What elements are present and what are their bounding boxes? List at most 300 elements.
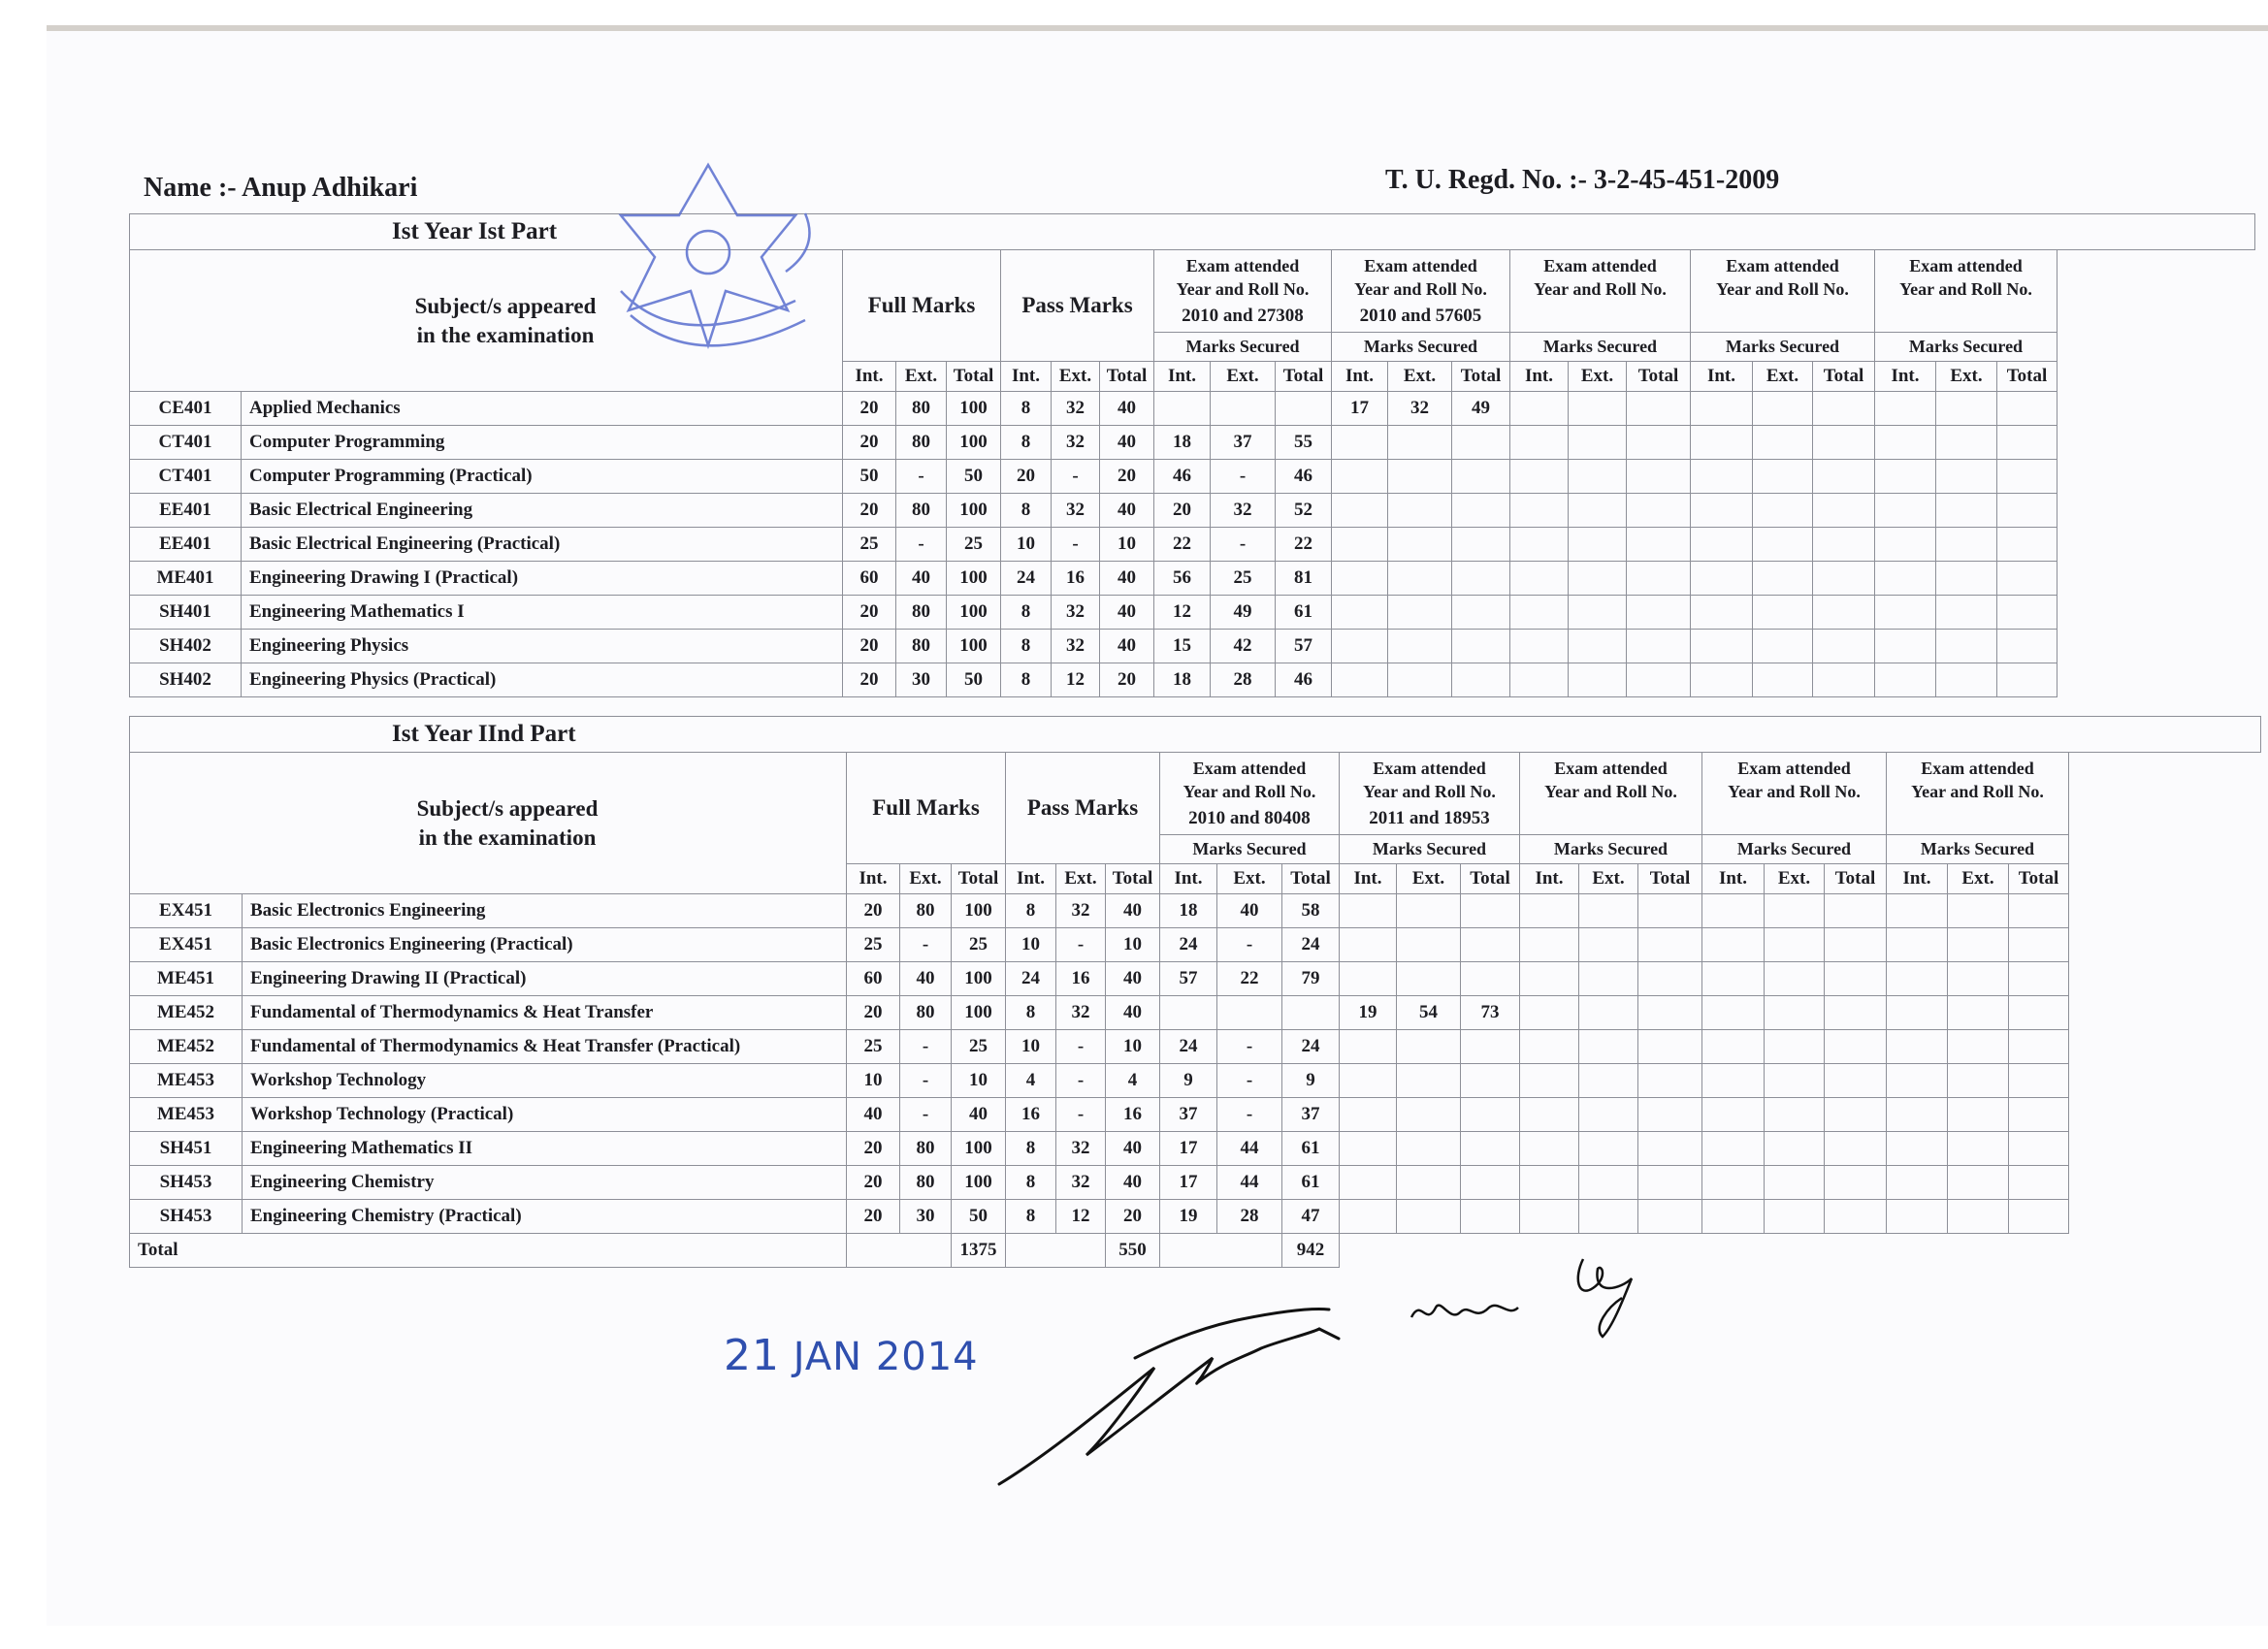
empty-mark-cell	[1948, 1132, 2009, 1166]
empty-total-cell	[1006, 1234, 1106, 1268]
empty-mark-cell	[1569, 562, 1627, 596]
empty-mark-cell	[2009, 1098, 2069, 1132]
empty-mark-cell	[1997, 460, 2057, 494]
empty-mark-cell	[1627, 562, 1691, 596]
empty-mark-cell	[1638, 962, 1702, 996]
mark-cell-fe: -	[900, 1064, 952, 1098]
subject-name: Engineering Physics	[242, 630, 843, 663]
int-header: Int.	[1332, 362, 1388, 392]
total-header: Total	[1638, 864, 1702, 894]
mark-cell-a1t: 61	[1282, 1166, 1340, 1200]
mark-cell-a2t	[1461, 1064, 1520, 1098]
empty-mark-cell	[1520, 928, 1579, 962]
mark-cell-a1i: 19	[1160, 1200, 1217, 1234]
marks-secured-header: Marks Secured	[1691, 333, 1875, 362]
regd-number: T. U. Regd. No. :- 3-2-45-451-2009	[1385, 165, 1780, 195]
ext-header: Ext.	[1948, 864, 2009, 894]
mark-cell-fe: 30	[896, 663, 947, 697]
mark-cell-pt: 10	[1100, 528, 1154, 562]
table-row	[130, 996, 2261, 1030]
empty-mark-cell	[1825, 1200, 1887, 1234]
empty-mark-cell	[1936, 596, 1997, 630]
exam-attended-header	[1510, 250, 1691, 333]
empty-mark-cell	[1510, 630, 1569, 663]
marks-table-part1	[129, 213, 2255, 697]
mark-cell-pe: 12	[1056, 1200, 1106, 1234]
mark-cell-a2e	[1388, 528, 1452, 562]
empty-mark-cell	[1753, 392, 1813, 426]
empty-mark-cell	[1579, 996, 1638, 1030]
int-header: Int.	[1520, 864, 1579, 894]
part-title: Ist Year IInd Part	[130, 717, 2261, 753]
mark-cell-a2e	[1388, 426, 1452, 460]
mark-cell-a2i	[1340, 1166, 1397, 1200]
pass-marks-header: Pass Marks	[1006, 753, 1160, 864]
exam-attended-line1: Exam attended	[1909, 256, 2023, 275]
mark-cell-a1i: 17	[1160, 1132, 1217, 1166]
subject-name: Workshop Technology (Practical)	[243, 1098, 847, 1132]
mark-cell-a1t	[1282, 996, 1340, 1030]
mark-cell-pi: 8	[1001, 663, 1052, 697]
mark-cell-a1t: 79	[1282, 962, 1340, 996]
mark-cell-pt: 40	[1100, 392, 1154, 426]
empty-mark-cell	[1691, 596, 1753, 630]
mark-cell-pe: 12	[1052, 663, 1100, 697]
empty-mark-cell	[1825, 1132, 1887, 1166]
mark-cell-pi: 8	[1006, 1166, 1056, 1200]
empty-mark-cell	[1638, 1098, 1702, 1132]
empty-mark-cell	[1813, 596, 1875, 630]
empty-mark-cell	[2009, 1166, 2069, 1200]
mark-cell-a1t: 46	[1276, 663, 1332, 697]
mark-cell-fe: -	[900, 1030, 952, 1064]
empty-mark-cell	[1702, 1200, 1765, 1234]
empty-mark-cell	[1875, 392, 1936, 426]
exam-attended-line1: Exam attended	[1737, 759, 1851, 778]
total-header: Total	[1813, 362, 1875, 392]
total-header: Total	[1452, 362, 1510, 392]
exam-attended-header	[1154, 250, 1332, 333]
mark-cell-ft: 100	[952, 1166, 1006, 1200]
table-row	[130, 1064, 2261, 1098]
mark-cell-a2i	[1332, 426, 1388, 460]
empty-mark-cell	[1765, 996, 1825, 1030]
mark-cell-fi: 40	[847, 1098, 900, 1132]
empty-mark-cell	[1520, 1098, 1579, 1132]
mark-cell-a2i	[1340, 962, 1397, 996]
empty-mark-cell	[2009, 1200, 2069, 1234]
empty-mark-cell	[2009, 1030, 2069, 1064]
empty-mark-cell	[1702, 1098, 1765, 1132]
empty-mark-cell	[1936, 460, 1997, 494]
mark-cell-pe: 32	[1056, 1132, 1106, 1166]
mark-cell-a2e	[1397, 1030, 1461, 1064]
mark-cell-ft: 50	[947, 663, 1001, 697]
total-row	[130, 1234, 2261, 1268]
mark-cell-a2i	[1332, 528, 1388, 562]
empty-mark-cell	[1691, 663, 1753, 697]
empty-mark-cell	[1765, 1030, 1825, 1064]
empty-mark-cell	[1887, 1098, 1948, 1132]
full-marks-header: Full Marks	[843, 250, 1001, 362]
exam-attended-header	[1332, 250, 1510, 333]
mark-cell-a2i	[1340, 928, 1397, 962]
mark-cell-pt: 40	[1106, 1132, 1160, 1166]
ext-header: Ext.	[896, 362, 947, 392]
mark-cell-pe: 32	[1052, 494, 1100, 528]
mark-cell-a1t: 61	[1276, 596, 1332, 630]
mark-cell-a2t	[1452, 460, 1510, 494]
int-header: Int.	[847, 864, 900, 894]
mark-cell-ft: 100	[952, 962, 1006, 996]
empty-mark-cell	[1997, 528, 2057, 562]
mark-cell-fi: 25	[847, 1030, 900, 1064]
exam-attended-line1: Exam attended	[1373, 759, 1486, 778]
subject-code: SH451	[130, 1132, 243, 1166]
empty-mark-cell	[1753, 494, 1813, 528]
mark-cell-pi: 4	[1006, 1064, 1056, 1098]
empty-mark-cell	[1887, 962, 1948, 996]
mark-cell-a1t: 47	[1282, 1200, 1340, 1234]
empty-mark-cell	[1887, 1064, 1948, 1098]
mark-cell-a1e: 22	[1217, 962, 1282, 996]
empty-mark-cell	[1813, 426, 1875, 460]
mark-cell-fe: 40	[900, 962, 952, 996]
mark-cell-pi: 8	[1006, 1200, 1056, 1234]
subject-name: Basic Electronics Engineering	[243, 894, 847, 928]
mark-cell-fe: 80	[900, 996, 952, 1030]
empty-mark-cell	[1520, 1030, 1579, 1064]
mark-cell-pi: 24	[1006, 962, 1056, 996]
empty-mark-cell	[1520, 1132, 1579, 1166]
total-header: Total	[1997, 362, 2057, 392]
subject-header-line2: in the examination	[416, 322, 595, 347]
int-header: Int.	[1702, 864, 1765, 894]
marks-secured-header: Marks Secured	[1702, 835, 1887, 864]
empty-mark-cell	[1997, 562, 2057, 596]
mark-cell-fe: -	[900, 928, 952, 962]
empty-mark-cell	[1948, 1200, 2009, 1234]
subject-code: EX451	[130, 894, 243, 928]
empty-mark-cell	[1948, 894, 2009, 928]
exam-attended-line1: Exam attended	[1185, 256, 1300, 275]
subject-code: ME452	[130, 1030, 243, 1064]
empty-mark-cell	[1753, 426, 1813, 460]
empty-mark-cell	[1702, 894, 1765, 928]
subject-name: Engineering Drawing II (Practical)	[243, 962, 847, 996]
empty-mark-cell	[1948, 928, 2009, 962]
empty-mark-cell	[2009, 894, 2069, 928]
mark-cell-a1t: 55	[1276, 426, 1332, 460]
university-seal-icon	[563, 155, 854, 388]
empty-mark-cell	[1702, 1064, 1765, 1098]
date-stamp-day: 21	[724, 1331, 780, 1380]
empty-mark-cell	[1765, 962, 1825, 996]
mark-cell-ft: 100	[947, 426, 1001, 460]
int-header: Int.	[1510, 362, 1569, 392]
empty-mark-cell	[1948, 1098, 2009, 1132]
mark-cell-fe: 80	[896, 596, 947, 630]
mark-cell-a2i	[1340, 1030, 1397, 1064]
mark-cell-ft: 40	[952, 1098, 1006, 1132]
empty-mark-cell	[1875, 562, 1936, 596]
empty-mark-cell	[1765, 894, 1825, 928]
mark-cell-ft: 100	[947, 630, 1001, 663]
exam-attended-header	[1160, 753, 1340, 835]
subject-code: ME401	[130, 562, 242, 596]
empty-mark-cell	[1875, 528, 1936, 562]
empty-mark-cell	[1753, 596, 1813, 630]
mark-cell-pt: 20	[1100, 460, 1154, 494]
mark-cell-pe: -	[1052, 528, 1100, 562]
exam-attended-line2: Year and Roll No.	[1534, 279, 1667, 299]
mark-cell-fe: 30	[900, 1200, 952, 1234]
subject-header-line2: in the examination	[418, 824, 597, 850]
table-row	[130, 596, 2255, 630]
table-row	[130, 528, 2255, 562]
mark-cell-fe: 80	[896, 494, 947, 528]
subject-code: CT401	[130, 460, 242, 494]
mark-cell-a2i	[1332, 663, 1388, 697]
mark-cell-pi: 8	[1001, 630, 1052, 663]
int-header: Int.	[1691, 362, 1753, 392]
empty-mark-cell	[1997, 392, 2057, 426]
mark-cell-fi: 50	[843, 460, 896, 494]
subject-name: Engineering Mathematics I	[242, 596, 843, 630]
mark-cell-a2e: 32	[1388, 392, 1452, 426]
empty-mark-cell	[1702, 962, 1765, 996]
mark-cell-fi: 20	[843, 630, 896, 663]
empty-mark-cell	[1875, 663, 1936, 697]
mark-cell-a1e: 44	[1217, 1166, 1282, 1200]
empty-mark-cell	[1887, 1200, 1948, 1234]
empty-mark-cell	[1510, 562, 1569, 596]
mark-cell-a2t	[1452, 494, 1510, 528]
mark-cell-a1e	[1217, 996, 1282, 1030]
mark-cell-a2e: 54	[1397, 996, 1461, 1030]
mark-cell-a1i: 18	[1154, 663, 1211, 697]
mark-cell-ft: 100	[947, 494, 1001, 528]
mark-cell-a1e	[1211, 392, 1276, 426]
empty-mark-cell	[1875, 460, 1936, 494]
empty-mark-cell	[1948, 962, 2009, 996]
marks-table-part2	[129, 716, 2261, 1268]
ext-header: Ext.	[1579, 864, 1638, 894]
mark-cell-a2t	[1461, 928, 1520, 962]
exam-attended-line2: Year and Roll No.	[1354, 279, 1487, 299]
subject-name: Fundamental of Thermodynamics & Heat Transfer (Practical)	[243, 1030, 847, 1064]
mark-cell-fi: 20	[847, 1200, 900, 1234]
subject-code: EE401	[130, 494, 242, 528]
mark-cell-a1i: 37	[1160, 1098, 1217, 1132]
subject-code: SH402	[130, 630, 242, 663]
mark-cell-pi: 8	[1006, 996, 1056, 1030]
signature-secondary-icon	[1407, 1278, 1523, 1337]
empty-mark-cell	[1936, 630, 1997, 663]
exam-attended-line1: Exam attended	[1726, 256, 1839, 275]
total-header: Total	[1276, 362, 1332, 392]
exam-attended-header	[1691, 250, 1875, 333]
signature-initial-icon	[1564, 1249, 1651, 1346]
mark-cell-a1i	[1154, 392, 1211, 426]
subject-code: ME452	[130, 996, 243, 1030]
mark-cell-a1i: 15	[1154, 630, 1211, 663]
empty-mark-cell	[2009, 1132, 2069, 1166]
mark-cell-ft: 25	[952, 928, 1006, 962]
exam-attended-line2: Year and Roll No.	[1911, 782, 2044, 801]
exam-attended-line1: Exam attended	[1554, 759, 1668, 778]
mark-cell-a2e	[1397, 962, 1461, 996]
mark-cell-fi: 20	[843, 426, 896, 460]
empty-mark-cell	[1627, 630, 1691, 663]
subject-name: Basic Electronics Engineering (Practical)	[243, 928, 847, 962]
empty-mark-cell	[1875, 426, 1936, 460]
mark-cell-a2t	[1461, 1166, 1520, 1200]
mark-cell-ft: 25	[952, 1030, 1006, 1064]
empty-mark-cell	[1702, 1166, 1765, 1200]
mark-cell-a1e: -	[1217, 1030, 1282, 1064]
empty-mark-cell	[1520, 894, 1579, 928]
exam-attempt-year-roll: 2010 and 57605	[1359, 306, 1482, 326]
mark-cell-a2e	[1388, 562, 1452, 596]
empty-mark-cell	[1579, 1098, 1638, 1132]
empty-mark-cell	[1887, 996, 1948, 1030]
empty-mark-cell	[1936, 426, 1997, 460]
subject-code: CE401	[130, 392, 242, 426]
mark-cell-fe: 40	[896, 562, 947, 596]
total-header: Total	[1282, 864, 1340, 894]
mark-cell-a2t	[1461, 1132, 1520, 1166]
subject-name: Engineering Drawing I (Practical)	[242, 562, 843, 596]
empty-mark-cell	[1569, 494, 1627, 528]
mark-cell-ft: 100	[947, 562, 1001, 596]
empty-mark-cell	[1579, 928, 1638, 962]
empty-mark-cell	[1691, 426, 1753, 460]
subject-header-line1: Subject/s appeared	[416, 795, 599, 821]
mark-cell-a1t: 61	[1282, 1132, 1340, 1166]
empty-mark-cell	[1948, 1064, 2009, 1098]
mark-cell-fi: 20	[843, 663, 896, 697]
mark-cell-fi: 20	[843, 392, 896, 426]
mark-cell-a2t	[1452, 663, 1510, 697]
empty-mark-cell	[1887, 1132, 1948, 1166]
empty-mark-cell	[1569, 392, 1627, 426]
subject-name: Computer Programming	[242, 426, 843, 460]
empty-mark-cell	[1936, 392, 1997, 426]
mark-cell-a1e: 28	[1217, 1200, 1282, 1234]
mark-cell-a2i	[1340, 1200, 1397, 1234]
empty-mark-cell	[1520, 1166, 1579, 1200]
empty-mark-cell	[1520, 1200, 1579, 1234]
mark-cell-pe: 32	[1052, 426, 1100, 460]
empty-mark-cell	[1753, 663, 1813, 697]
subject-header-line1: Subject/s appeared	[414, 293, 597, 318]
mark-cell-a1i: 9	[1160, 1064, 1217, 1098]
table-row	[130, 1200, 2261, 1234]
mark-cell-pt: 40	[1106, 894, 1160, 928]
empty-mark-cell	[1627, 596, 1691, 630]
empty-mark-cell	[1887, 1030, 1948, 1064]
subject-code: EX451	[130, 928, 243, 962]
exam-attended-header	[1702, 753, 1887, 835]
mark-cell-a2i: 19	[1340, 996, 1397, 1030]
empty-mark-cell	[1569, 596, 1627, 630]
mark-cell-a2t	[1452, 630, 1510, 663]
empty-mark-cell	[1936, 494, 1997, 528]
empty-mark-cell	[1702, 996, 1765, 1030]
mark-cell-a2i	[1340, 894, 1397, 928]
empty-mark-cell	[1765, 1098, 1825, 1132]
marks-secured-header: Marks Secured	[1510, 333, 1691, 362]
mark-cell-a1e: 49	[1211, 596, 1276, 630]
mark-cell-fi: 20	[847, 894, 900, 928]
table-row	[130, 1030, 2261, 1064]
empty-mark-cell	[1813, 630, 1875, 663]
mark-cell-pi: 20	[1001, 460, 1052, 494]
mark-cell-a2e	[1388, 494, 1452, 528]
mark-cell-a2e	[1397, 1200, 1461, 1234]
empty-mark-cell	[1875, 630, 1936, 663]
empty-mark-cell	[1813, 460, 1875, 494]
marks-secured-header: Marks Secured	[1332, 333, 1510, 362]
subject-name: Fundamental of Thermodynamics & Heat Transfer	[243, 996, 847, 1030]
mark-cell-a2i	[1332, 596, 1388, 630]
ext-header: Ext.	[1217, 864, 1282, 894]
signature-primary-icon	[989, 1290, 1377, 1504]
total-full-marks: 1375	[952, 1234, 1006, 1268]
total-header: Total	[2009, 864, 2069, 894]
mark-cell-pt: 40	[1106, 996, 1160, 1030]
empty-mark-cell	[1753, 630, 1813, 663]
empty-mark-cell	[1765, 1064, 1825, 1098]
mark-cell-pt: 10	[1106, 1030, 1160, 1064]
empty-mark-cell	[1825, 962, 1887, 996]
total-header: Total	[1106, 864, 1160, 894]
mark-cell-pe: 32	[1056, 1166, 1106, 1200]
mark-cell-pi: 10	[1006, 928, 1056, 962]
empty-mark-cell	[1638, 1030, 1702, 1064]
empty-total-cell	[1160, 1234, 1282, 1268]
mark-cell-a1t: 46	[1276, 460, 1332, 494]
mark-cell-fe: 80	[900, 1166, 952, 1200]
exam-attended-header	[1875, 250, 2057, 333]
exam-attended-line2: Year and Roll No.	[1183, 782, 1316, 801]
empty-mark-cell	[1997, 596, 2057, 630]
ext-header: Ext.	[1936, 362, 1997, 392]
mark-cell-a1e: 25	[1211, 562, 1276, 596]
mark-cell-a1e: -	[1211, 528, 1276, 562]
subject-code: EE401	[130, 528, 242, 562]
mark-cell-pt: 40	[1106, 962, 1160, 996]
int-header: Int.	[843, 362, 896, 392]
mark-cell-a2t	[1452, 562, 1510, 596]
exam-attempt-year-roll: 2010 and 80408	[1188, 808, 1311, 828]
part-title: Ist Year Ist Part	[130, 214, 2255, 250]
exam-attended-line2: Year and Roll No.	[1728, 782, 1861, 801]
mark-cell-ft: 100	[952, 1132, 1006, 1166]
ext-header: Ext.	[1753, 362, 1813, 392]
mark-cell-a1e: 37	[1211, 426, 1276, 460]
mark-cell-pi: 8	[1001, 596, 1052, 630]
total-secured-marks: 942	[1282, 1234, 1340, 1268]
mark-cell-pt: 40	[1100, 596, 1154, 630]
table-row	[130, 630, 2255, 663]
empty-mark-cell	[1765, 1200, 1825, 1234]
marks-secured-header: Marks Secured	[1875, 333, 2057, 362]
mark-cell-a1i: 22	[1154, 528, 1211, 562]
total-label: Total	[130, 1234, 847, 1268]
mark-cell-ft: 10	[952, 1064, 1006, 1098]
